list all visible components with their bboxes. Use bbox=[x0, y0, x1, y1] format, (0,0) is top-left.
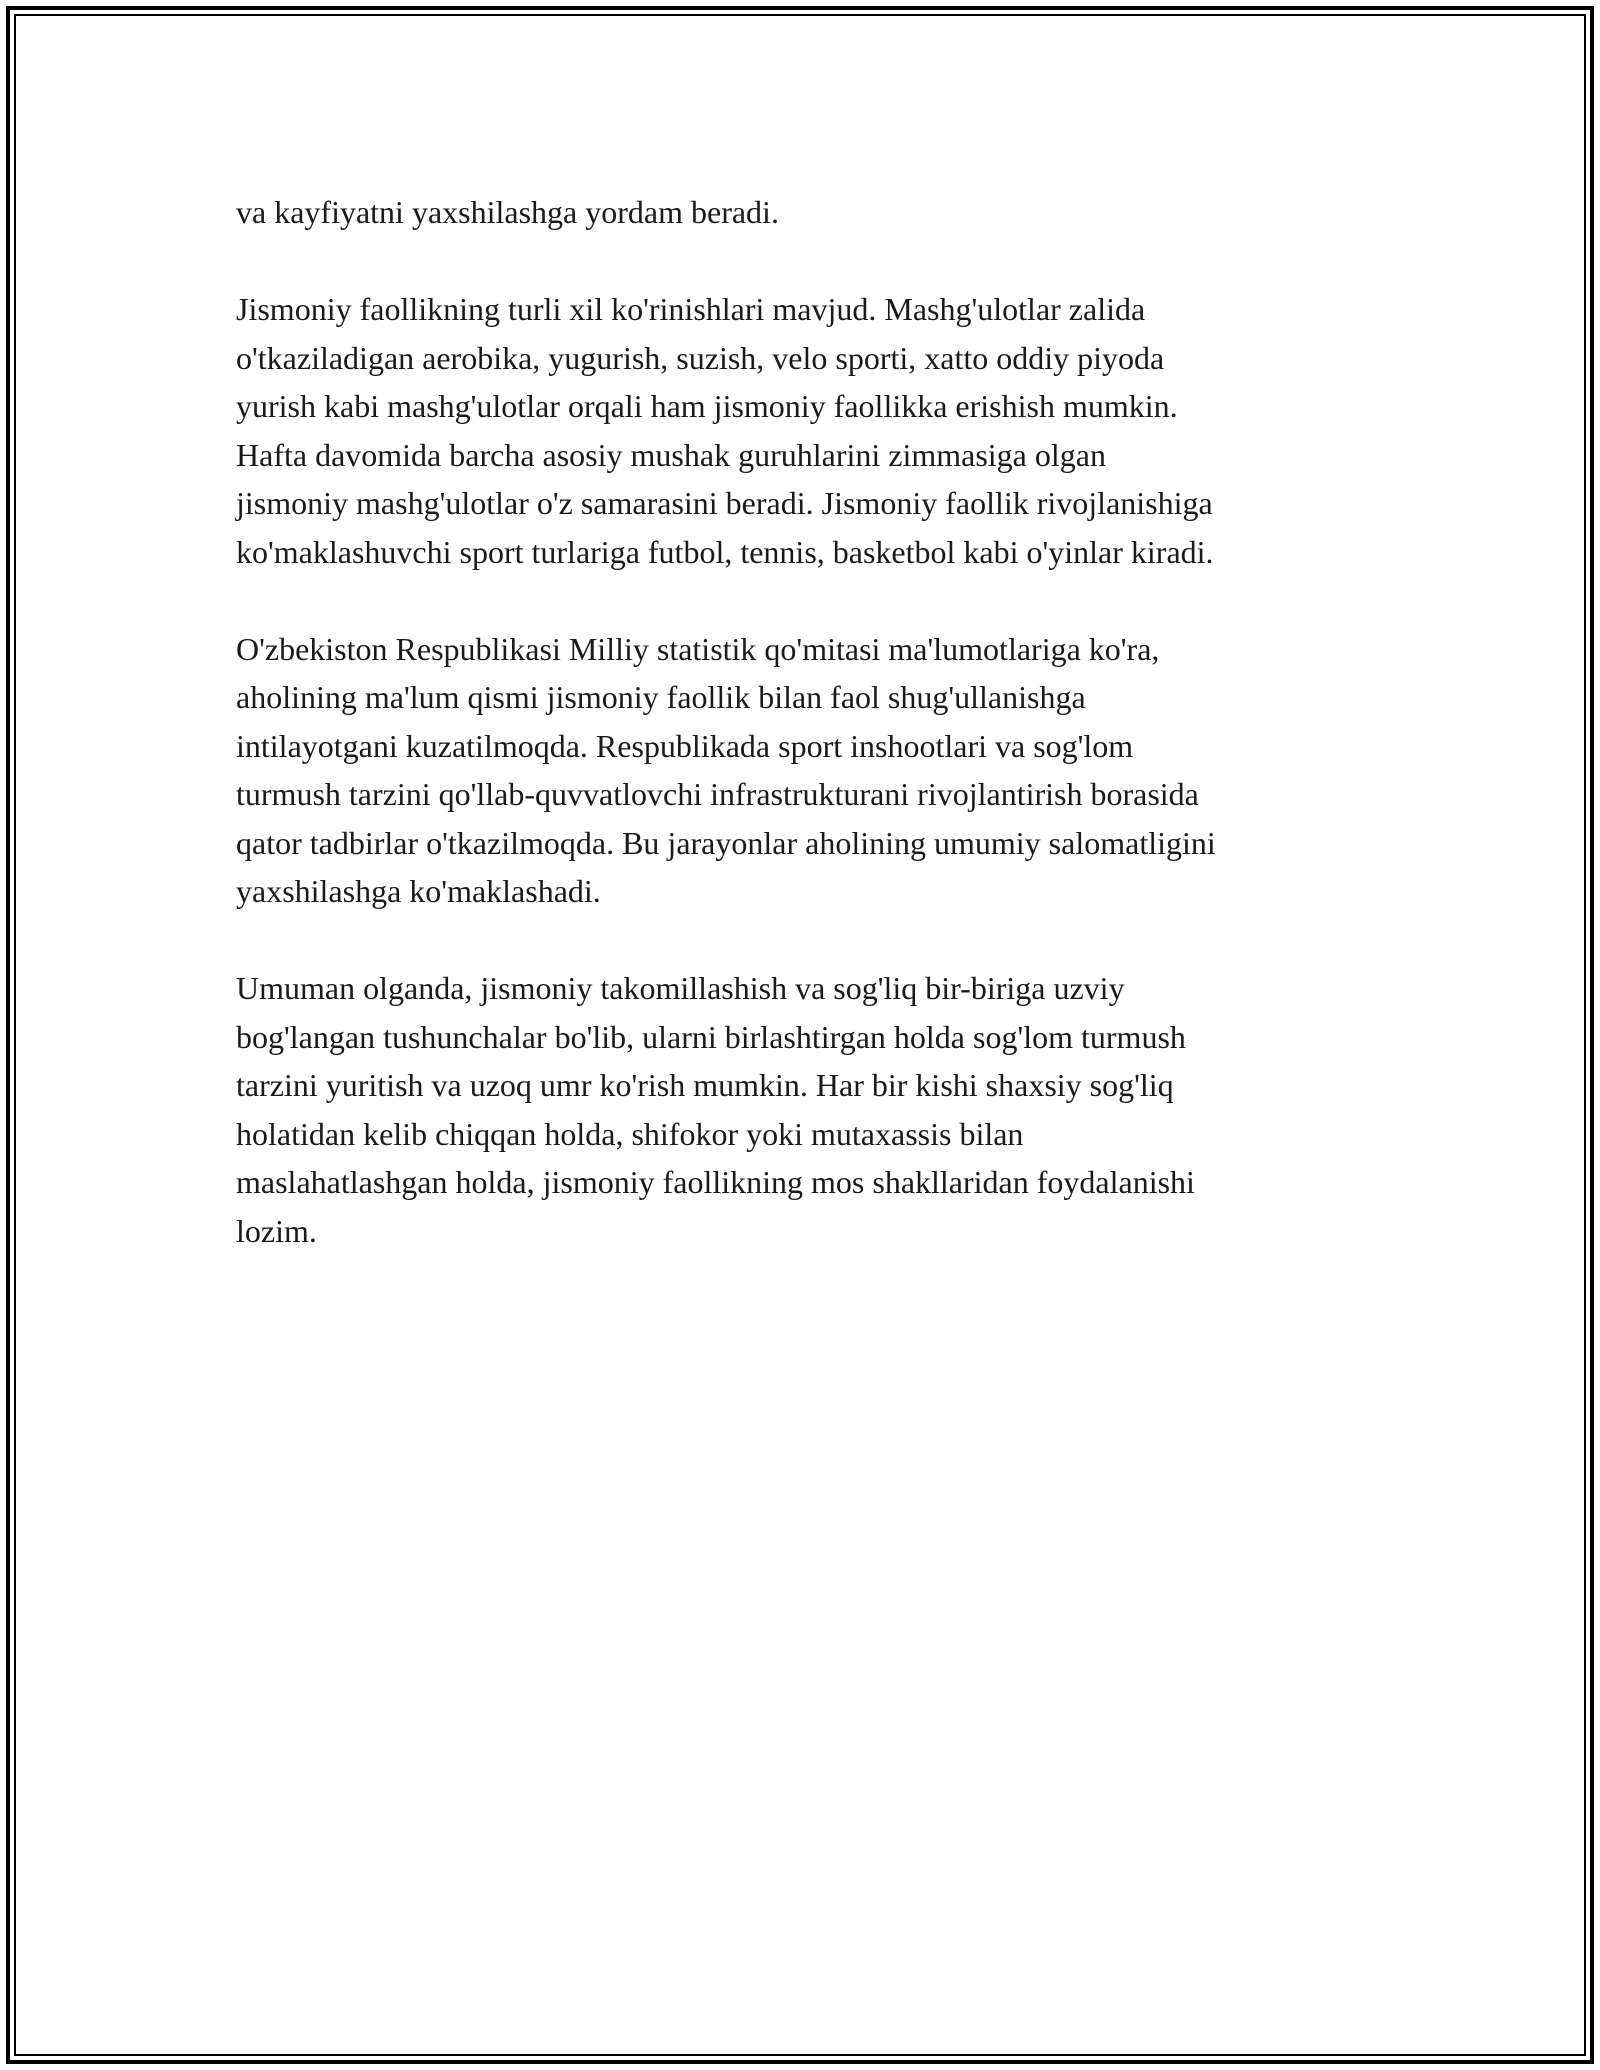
text-line: o'tkaziladigan aerobika, yugurish, suzish, velo sporti, xatto oddiy piyoda bbox=[236, 339, 1165, 376]
text-line: maslahatlashgan holda, jismoniy faollikning mos shakllaridan foydalanishi bbox=[236, 1164, 1195, 1200]
text-line: Jismoniy faollikning turli xil ko'rinishlari mavjud. Mashg'ulotlar zalida bbox=[236, 291, 1146, 327]
text-line: tarzini yuritish va uzoq umr ko'rish mumkin. Har bir kishi shaxsiy sog'liq bbox=[236, 1067, 1174, 1103]
paragraph-2 bbox=[236, 285, 1376, 576]
paragraph-1 bbox=[236, 188, 1376, 237]
text-line: aholining ma'lum qismi jismoniy faollik bilan faol shug'ullanishga bbox=[236, 679, 1086, 715]
paragraph-3 bbox=[236, 625, 1376, 916]
text-line: turmush tarzini qo'llab-quvvatlovchi infrastrukturani rivojlantirish borasida bbox=[236, 776, 1199, 812]
text-line: yurish kabi mashg'ulotlar orqali ham jismoniy faollikka erishish mumkin. bbox=[236, 388, 1178, 424]
text-line: holatidan kelib chiqqan holda, shifokor yoki mutaxassis bilan bbox=[236, 1115, 1024, 1152]
text-line: va kayfiyatni yaxshilashga yordam beradi. bbox=[236, 194, 779, 230]
text-line: O'zbekiston Respublikasi Milliy statistik qo'mitasi ma'lumotlariga ko'ra, bbox=[236, 630, 1160, 667]
text-line: Umuman olganda, jismoniy takomillashish va sog'liq bir-biriga uzviy bbox=[236, 970, 1125, 1006]
text-line: bog'langan tushunchalar bo'lib, ularni birlashtirgan holda sog'lom turmush bbox=[236, 1018, 1186, 1055]
text-line: lozim. bbox=[236, 1212, 317, 1249]
document-body bbox=[236, 188, 1376, 1304]
paragraph-4 bbox=[236, 964, 1376, 1255]
text-line: yaxshilashga ko'maklashadi. bbox=[236, 873, 601, 909]
text-line: jismoniy mashg'ulotlar o'z samarasini beradi. Jismoniy faollik rivojlanishiga bbox=[236, 485, 1213, 521]
text-line: qator tadbirlar o'tkazilmoqda. Bu jarayonlar aholining umumiy salomatligini bbox=[236, 824, 1216, 861]
text-line: ko'maklashuvchi sport turlariga futbol, tennis, basketbol kabi o'yinlar kiradi. bbox=[236, 533, 1214, 570]
text-line: Hafta davomida barcha asosiy mushak guruhlarini zimmasiga olgan bbox=[236, 436, 1106, 473]
text-line: intilayotgani kuzatilmoqda. Respublikada sport inshootlari va sog'lom bbox=[236, 727, 1134, 764]
